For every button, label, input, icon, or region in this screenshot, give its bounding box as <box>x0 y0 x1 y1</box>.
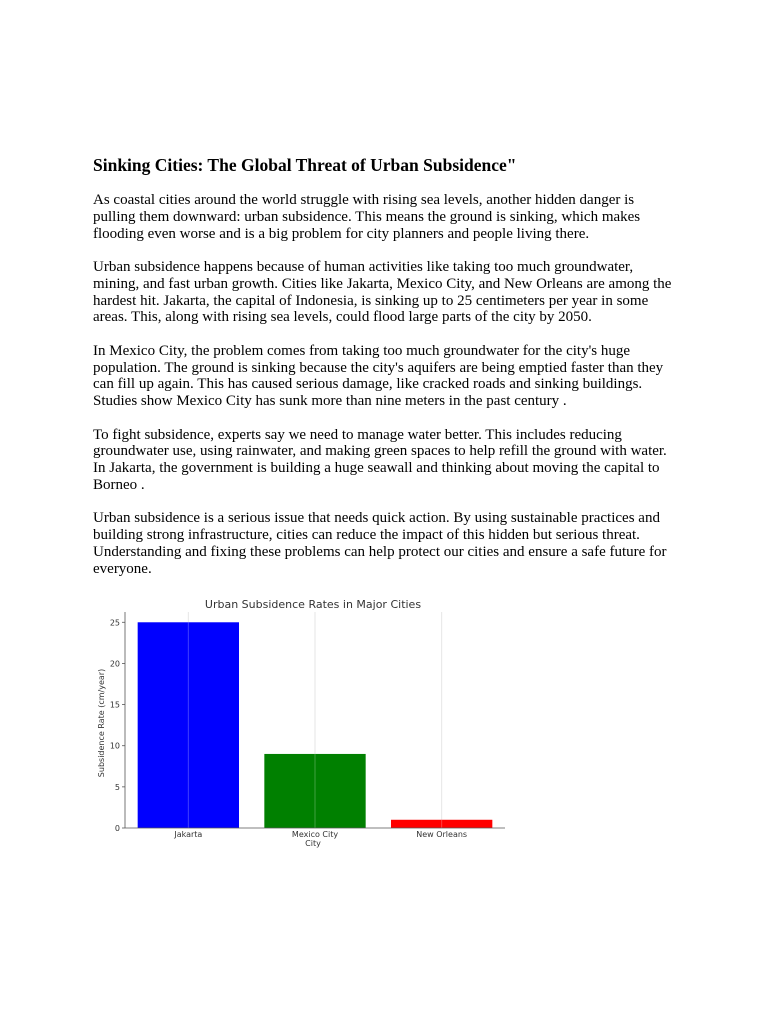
document-title: Sinking Cities: The Global Threat of Urban Subsidence" <box>93 155 517 175</box>
y-tick-label: 10 <box>109 741 120 751</box>
chart-title: Urban Subsidence Rates in Major Cities <box>204 598 422 611</box>
bar-chart-svg <box>93 592 513 854</box>
x-tick-label: Mexico City <box>291 830 339 839</box>
paragraph-2: Urban subsidence happens because of human activities like taking too much groundwater, mining, and fast urban growth. Cities like Jakarta, Mexico City, and New Orleans are among the hardest hit. Jakarta, the capital of Indonesia, is sinking up to 25 centimeters per year in some areas. This, along with rising sea levels, could flood large parts of the city by 2050. <box>93 258 672 326</box>
y-tick-label: 15 <box>109 700 120 710</box>
paragraph-4: To fight subsidence, experts say we need to manage water better. This includes reducing groundwater use, using rainwater, and making green spaces to help refill the ground with water. In Jakarta, the government is building a huge seawall and thinking about moving the capital to Borneo . <box>93 426 667 493</box>
x-tick-label: New Orleans <box>416 830 468 839</box>
subsidence-chart <box>93 592 513 854</box>
document-body <box>93 154 673 594</box>
chart-x-axis-label: City <box>305 839 321 848</box>
paragraph-5: Urban subsidence is a serious issue that needs quick action. By using sustainable practices and building strong infrastructure, cities can reduce the impact of this hidden but serious threat. Understanding and fixing these problems can help protect our cities and ensure a safe future for everyone. <box>93 510 667 577</box>
x-tick-label: Jakarta <box>174 830 203 839</box>
y-tick-label: 20 <box>109 659 120 669</box>
paragraph-3: In Mexico City, the problem comes from taking too much groundwater for the city's huge population. The ground is sinking because the city's aquifers are being emptied faster than they can fill up again. This has caused serious damage, like cracked roads and sinking buildings. Studies show Mexico City has sunk more than nine meters in the past century . <box>93 342 664 410</box>
y-tick-label: 25 <box>109 618 120 628</box>
paragraph-1: As coastal cities around the world struggle with rising sea levels, another hidden danger is pulling them downward: urban subsidence. This means the ground is sinking, which makes flooding even worse and is a big problem for city planners and people living there. <box>93 192 641 242</box>
y-tick-label: 0 <box>114 824 120 833</box>
y-tick-label: 5 <box>114 782 120 792</box>
chart-y-axis-label: Subsidence Rate (cm/year) <box>97 668 106 778</box>
